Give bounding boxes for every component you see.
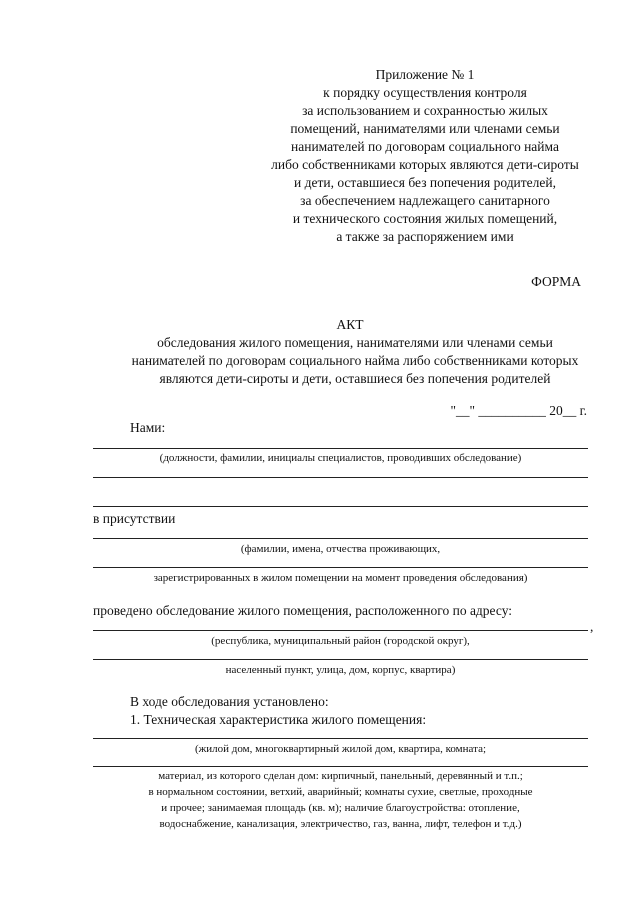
- act-subtitle-line: являются дети-сироты и дети, оставшиеся без попечения родителей: [159, 371, 551, 386]
- appendix-line: и технического состояния жилых помещений,: [292, 211, 558, 226]
- form-label: ФОРМА: [531, 274, 581, 289]
- act-title: АКТ: [336, 317, 364, 332]
- appendix-line: за обеспечением надлежащего санитарного: [300, 193, 550, 208]
- material-hint-line: в нормальном состоянии, ветхий, аварийный; комнаты сухие, светлые, проходные: [148, 786, 533, 798]
- address-comma: ,: [590, 619, 594, 634]
- appendix-header: [260, 66, 590, 246]
- presence-label: в присутствии: [93, 511, 176, 526]
- appendix-line: Приложение № 1: [375, 67, 475, 82]
- housing-type-blank-line[interactable]: [93, 738, 588, 739]
- by-us-label: Нами:: [130, 420, 166, 435]
- appendix-line: либо собственниками которых являются дети-сироты: [271, 157, 579, 172]
- appendix-line: а также за распоряжением ими: [336, 229, 514, 244]
- appendix-line: помещений, нанимателями или членами семьи: [290, 121, 560, 136]
- specialists-hint: (должности, фамилии, инициалы специалистов, проводивших обследование): [159, 452, 522, 464]
- material-hint-line: материал, из которого сделан дом: кирпичный, панельный, деревянный и т.п.;: [158, 770, 523, 782]
- address-hint-2: населенный пункт, улица, дом, корпус, квартира): [225, 664, 456, 676]
- housing-type-hint: (жилой дом, многоквартирный жилой дом, квартира, комната;: [194, 743, 487, 755]
- appendix-line: к порядку осуществления контроля: [323, 85, 527, 100]
- address-blank-line-2[interactable]: [93, 659, 588, 660]
- residents-hint-2: зарегистрированных в жилом помещении на момент проведения обследования): [153, 572, 528, 584]
- survey-intro: В ходе обследования установлено:: [130, 694, 329, 709]
- specialists-blank-line[interactable]: [93, 448, 588, 449]
- address-blank-line[interactable]: [93, 630, 588, 631]
- specialists-blank-line-3[interactable]: [93, 506, 588, 507]
- material-hint: [93, 768, 588, 832]
- act-subtitle-line: нанимателей по договорам социального найма либо собственниками которых: [131, 353, 579, 368]
- residents-hint-1: (фамилии, имена, отчества проживающих,: [240, 543, 441, 555]
- tech-characteristic-label: 1. Техническая характеристика жилого помещения:: [130, 712, 427, 727]
- act-date-field[interactable]: "__" __________ 20__ г.: [450, 403, 587, 418]
- residents-blank-line[interactable]: [93, 538, 588, 539]
- act-subtitle-line: обследования жилого помещения, нанимателями или членами семьи: [157, 335, 553, 350]
- address-hint-1: (республика, муниципальный район (городской округ),: [211, 635, 470, 647]
- specialists-blank-line-2[interactable]: [93, 477, 588, 478]
- appendix-line: и дети, оставшиеся без попечения родителей,: [293, 175, 557, 190]
- appendix-line: нанимателей по договорам социального найма: [291, 139, 559, 154]
- act-subtitle: [70, 334, 640, 388]
- appendix-line: за использованием и сохранностью жилых: [302, 103, 548, 118]
- material-hint-line: и прочее; занимаемая площадь (кв. м); наличие благоустройства: отопление,: [161, 802, 520, 814]
- residents-blank-line-2[interactable]: [93, 567, 588, 568]
- conducted-label: проведено обследование жилого помещения, расположенного по адресу:: [93, 603, 513, 618]
- material-hint-line: водоснабжение, канализация, электричество, газ, ванна, лифт, телефон и т.д.): [159, 818, 522, 830]
- material-blank-line[interactable]: [93, 766, 588, 767]
